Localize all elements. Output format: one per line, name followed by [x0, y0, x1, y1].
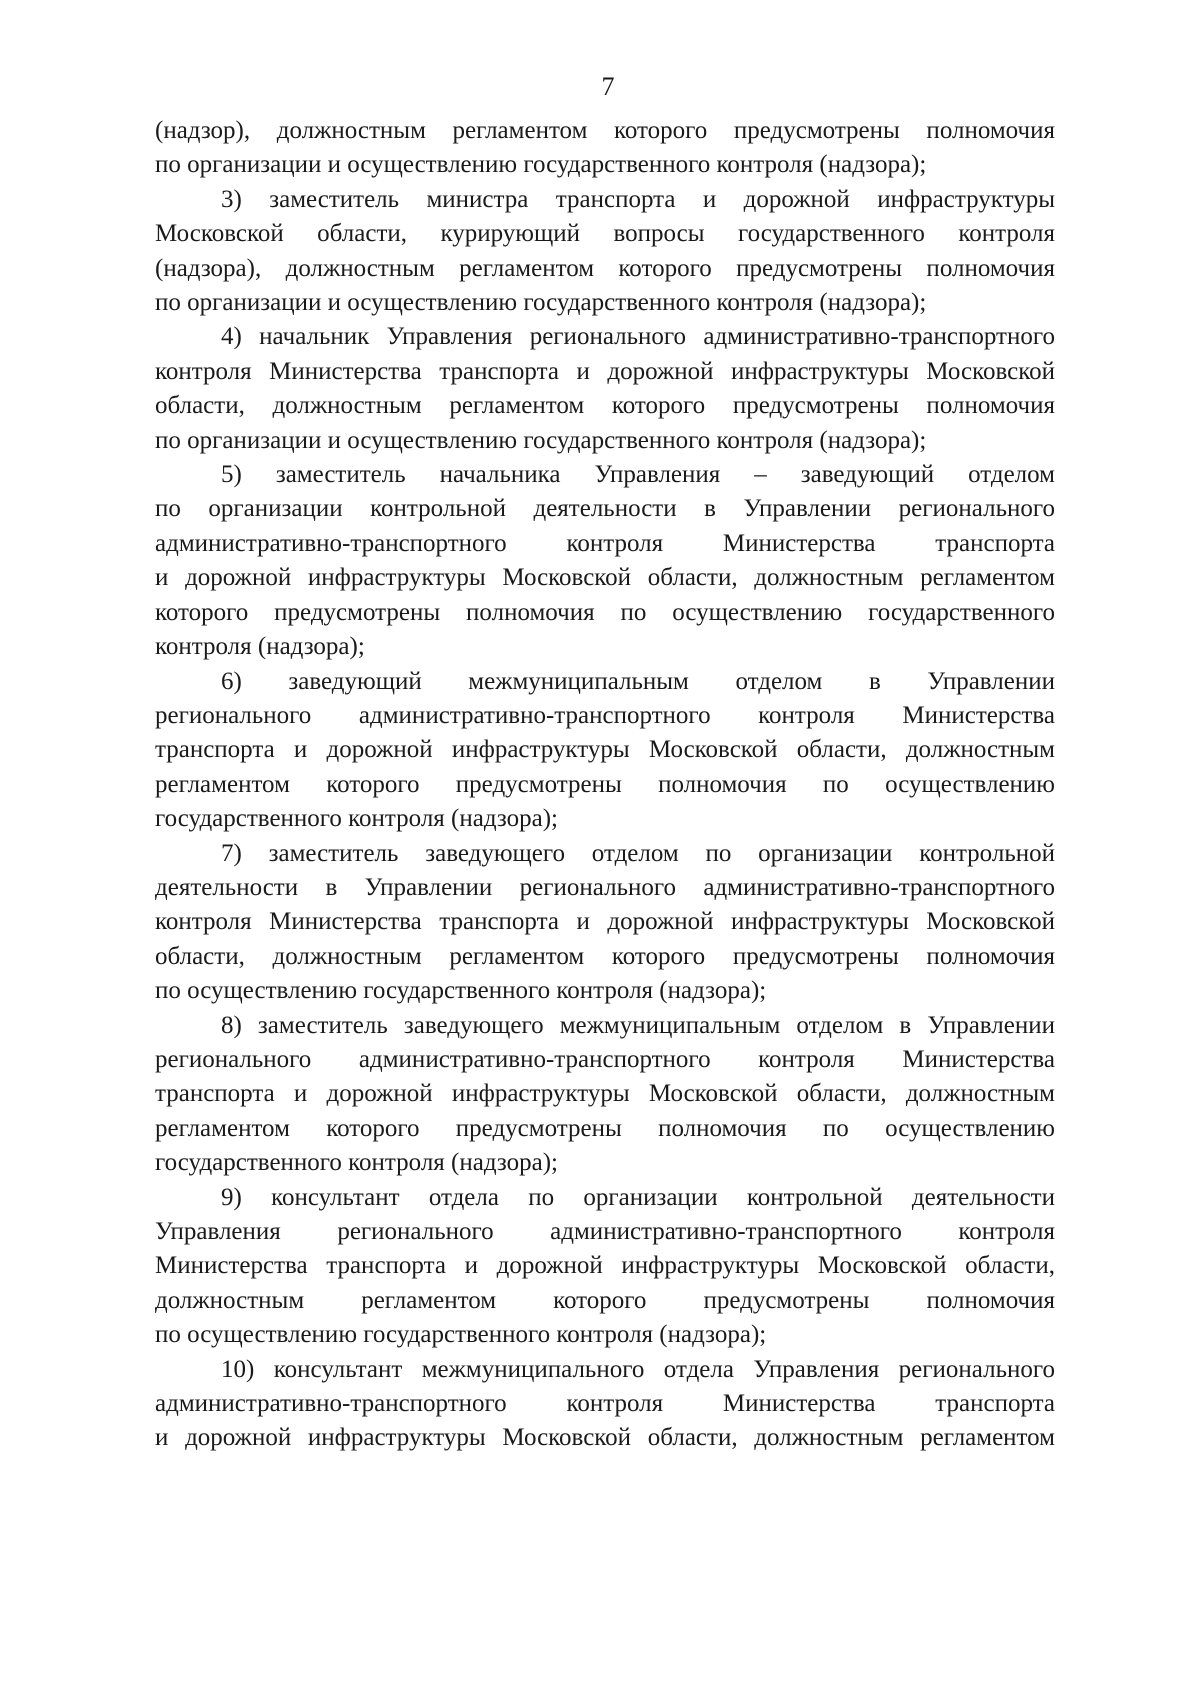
text-line: административно-транспортного контроля Министерства транспорта [155, 1390, 1055, 1418]
document-body [155, 114, 1055, 1456]
text-line: (надзора), должностным регламентом которого предусмотрены полномочия [155, 254, 1055, 282]
text-line: по осуществлению государственного контроля (надзора); [155, 1321, 767, 1349]
text-line: Министерства транспорта и дорожной инфраструктуры Московской области, [155, 1252, 1055, 1280]
text-line: 8) заместитель заведующего межмуниципальным отделом в Управлении [221, 1011, 1055, 1039]
text-line: контроля Министерства транспорта и дорожной инфраструктуры Московской [155, 908, 1055, 936]
text-line: 6) заведующий межмуниципальным отделом в Управлении [221, 667, 1055, 695]
text-line: 9) консультант отдела по организации контрольной деятельности [221, 1183, 1055, 1211]
text-line: регионального административно-транспортного контроля Министерства [155, 1045, 1055, 1073]
paragraph [155, 1009, 1055, 1181]
text-line: 7) заместитель заведующего отделом по организации контрольной [221, 839, 1055, 867]
text-line: административно-транспортного контроля Министерства транспорта [155, 529, 1055, 557]
text-line: регионального административно-транспортного контроля Министерства [155, 701, 1055, 729]
text-line: которого предусмотрены полномочия по осуществлению государственного [155, 598, 1055, 626]
paragraph [155, 458, 1055, 664]
text-line: государственного контроля (надзора); [155, 805, 558, 833]
text-line: транспорта и дорожной инфраструктуры Московской области, должностным [155, 736, 1055, 764]
text-line: по организации и осуществлению государственного контроля (надзора); [155, 426, 927, 454]
text-line: государственного контроля (надзора); [155, 1149, 558, 1177]
text-line: по организации и осуществлению государственного контроля (надзора); [155, 289, 927, 317]
text-line: Управления регионального административно-транспортного контроля [155, 1218, 1055, 1245]
text-line: 5) заместитель начальника Управления – заведующий отделом [221, 461, 1055, 489]
paragraph [155, 1353, 1055, 1456]
paragraph [155, 665, 1055, 837]
paragraph [155, 1181, 1055, 1353]
text-line: деятельности в Управлении регионального административно-транспортного [155, 873, 1055, 901]
text-line: должностным регламентом которого предусмотрены полномочия [155, 1286, 1055, 1314]
text-line: регламентом которого предусмотрены полномочия по осуществлению [155, 770, 1055, 798]
paragraph [155, 114, 1055, 183]
paragraph [155, 320, 1055, 458]
text-line: по организации и осуществлению государственного контроля (надзора); [155, 151, 927, 179]
text-line: и дорожной инфраструктуры Московской области, должностным регламентом [155, 564, 1055, 592]
text-line: 10) консультант межмуниципального отдела Управления регионального [221, 1355, 1055, 1383]
text-line: регламентом которого предусмотрены полномочия по осуществлению [155, 1114, 1055, 1142]
paragraph [155, 837, 1055, 1009]
page-number: 7 [601, 72, 615, 101]
text-line: 3) заместитель министра транспорта и дорожной инфраструктуры [221, 185, 1055, 213]
text-line: 4) начальник Управления регионального административно-транспортного [221, 323, 1055, 351]
text-line: области, должностным регламентом которого предусмотрены полномочия [155, 942, 1055, 970]
paragraph [155, 183, 1055, 321]
text-line: контроля Министерства транспорта и дорожной инфраструктуры Московской [155, 357, 1055, 385]
text-line: по организации контрольной деятельности в Управлении регионального [155, 495, 1055, 523]
text-line: по осуществлению государственного контроля (надзора); [155, 977, 767, 1005]
text-line: контроля (надзора); [155, 633, 365, 661]
text-line: Московской области, курирующий вопросы государственного контроля [155, 220, 1055, 248]
text-line: области, должностным регламентом которого предусмотрены полномочия [155, 392, 1055, 420]
text-line: транспорта и дорожной инфраструктуры Московской области, должностным [155, 1080, 1055, 1108]
text-line: (надзор), должностным регламентом которого предусмотрены полномочия [155, 117, 1055, 144]
text-line: и дорожной инфраструктуры Московской области, должностным регламентом [155, 1424, 1055, 1452]
